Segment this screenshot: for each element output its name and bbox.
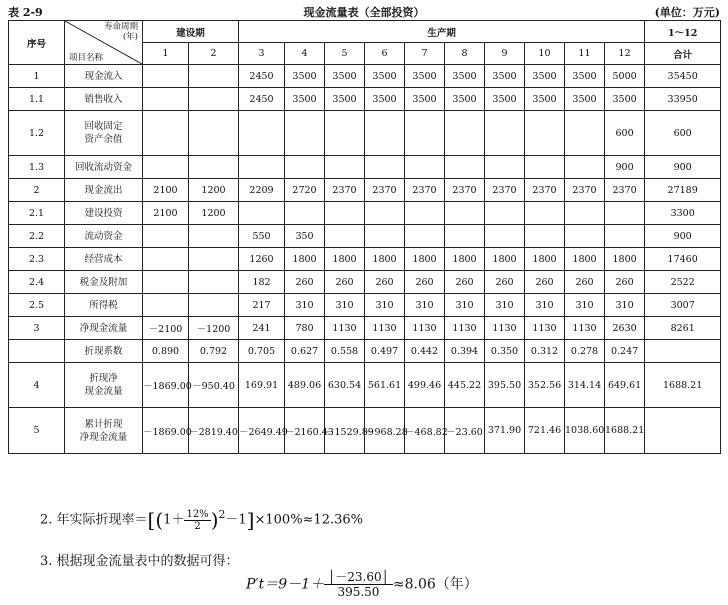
value-cell: 2450: [239, 65, 285, 88]
row-name-line1: 销售收入: [84, 93, 123, 105]
value-cell: 1130: [405, 317, 445, 340]
value-cell: 445.22: [445, 363, 485, 408]
table-row: [9, 340, 721, 363]
row-seq: 2: [9, 179, 65, 202]
value-cell: 217: [239, 294, 285, 317]
value-cell: 350: [285, 225, 325, 248]
value-cell: 0.247: [605, 340, 645, 363]
value-cell: [565, 111, 605, 156]
total-cell: 900: [645, 225, 721, 248]
value-cell: 600: [605, 111, 645, 156]
unit-label: (单位：万元): [654, 6, 720, 19]
value-cell: 1800: [565, 248, 605, 271]
value-cell: 1800: [365, 248, 405, 271]
value-cell: 3500: [285, 88, 325, 111]
value-cell: 2450: [239, 88, 285, 111]
row-seq: 2.5: [9, 294, 65, 317]
value-cell: －468.82: [405, 408, 445, 454]
value-cell: －968.28: [365, 408, 405, 454]
value-cell: 310: [485, 294, 525, 317]
value-cell: [405, 202, 445, 225]
value-cell: 649.61: [605, 363, 645, 408]
value-cell: 780: [285, 317, 325, 340]
value-cell: 260: [605, 271, 645, 294]
row-seq: 2.3: [9, 248, 65, 271]
diag-top-unit: (年): [122, 32, 138, 42]
value-cell: [485, 202, 525, 225]
row-name-line1: 现金流出: [84, 184, 123, 196]
value-cell: 900: [605, 156, 645, 179]
row-seq: 2.2: [9, 225, 65, 248]
formula3-fraction: [324, 570, 393, 599]
total-cell: 600: [645, 111, 721, 156]
row-seq: 1.3: [9, 156, 65, 179]
table-row: [9, 179, 721, 202]
year-header: 8: [445, 43, 485, 65]
value-cell: [405, 111, 445, 156]
value-cell: 1130: [525, 317, 565, 340]
value-cell: 260: [285, 271, 325, 294]
value-cell: 2370: [405, 179, 445, 202]
total-cell: 33950: [645, 88, 721, 111]
row-seq: 2.4: [9, 271, 65, 294]
value-cell: 314.14: [565, 363, 605, 408]
value-cell: 2370: [325, 179, 365, 202]
value-cell: 2100: [143, 179, 189, 202]
table-row: [9, 156, 721, 179]
value-cell: 1130: [565, 317, 605, 340]
diag-top-label: 寿命周期: [103, 22, 138, 32]
value-cell: [285, 202, 325, 225]
value-cell: 3500: [405, 88, 445, 111]
year-header: 12: [605, 43, 645, 65]
row-seq: 5: [9, 408, 65, 454]
value-cell: 310: [525, 294, 565, 317]
total-cell: 3007: [645, 294, 721, 317]
row-name: [65, 408, 143, 454]
value-cell: －1869.00: [143, 408, 189, 454]
value-cell: 2100: [143, 202, 189, 225]
value-cell: [445, 202, 485, 225]
value-cell: [143, 156, 189, 179]
value-cell: 1800: [325, 248, 365, 271]
value-cell: [565, 156, 605, 179]
value-cell: 2630: [605, 317, 645, 340]
seq-header: 序号: [9, 21, 65, 65]
value-cell: 3500: [605, 88, 645, 111]
value-cell: 2370: [445, 179, 485, 202]
year-header: 4: [285, 43, 325, 65]
value-cell: [325, 202, 365, 225]
total-cell: 1688.21: [645, 363, 721, 408]
value-cell: 0.705: [239, 340, 285, 363]
value-cell: [405, 156, 445, 179]
value-cell: 1260: [239, 248, 285, 271]
value-cell: [285, 111, 325, 156]
row-seq: 4: [9, 363, 65, 408]
row-name: [65, 179, 143, 202]
value-cell: 1800: [605, 248, 645, 271]
value-cell: [325, 156, 365, 179]
value-cell: 182: [239, 271, 285, 294]
row-name: [65, 111, 143, 156]
value-cell: 310: [565, 294, 605, 317]
row-name-line1: 回收固定: [84, 121, 123, 132]
value-cell: 3500: [325, 88, 365, 111]
value-cell: [239, 202, 285, 225]
value-cell: [239, 111, 285, 156]
value-cell: 630.54: [325, 363, 365, 408]
year-header: 6: [365, 43, 405, 65]
value-cell: 0.442: [405, 340, 445, 363]
value-cell: [485, 225, 525, 248]
value-cell: －2649.49: [239, 408, 285, 454]
row-name-line1: 回收流动资金: [74, 161, 132, 173]
value-cell: [365, 225, 405, 248]
value-cell: 352.56: [525, 363, 565, 408]
year-header: 9: [485, 43, 525, 65]
value-cell: 550: [239, 225, 285, 248]
total-cell: [645, 340, 721, 363]
table-row: [9, 363, 721, 408]
value-cell: 1800: [485, 248, 525, 271]
row-name: [65, 202, 143, 225]
formula3-num: │－23.60│: [324, 570, 393, 585]
formula1-lead: 2. 年实际折现率＝: [40, 512, 148, 528]
table-row: [9, 202, 721, 225]
row-name: [65, 317, 143, 340]
value-cell: [143, 294, 189, 317]
total-cell: 17460: [645, 248, 721, 271]
value-cell: 260: [365, 271, 405, 294]
total-cell: 900: [645, 156, 721, 179]
value-cell: 310: [605, 294, 645, 317]
year-header: 10: [525, 43, 565, 65]
row-name-line2: 净现金流量: [79, 431, 128, 443]
value-cell: 260: [525, 271, 565, 294]
row-name: [65, 294, 143, 317]
value-cell: [445, 111, 485, 156]
table-header: [8, 4, 720, 20]
value-cell: 310: [405, 294, 445, 317]
value-cell: 260: [325, 271, 365, 294]
value-cell: －950.40: [189, 363, 239, 408]
formula1-tail: －1: [225, 512, 247, 528]
year-header: 1: [143, 43, 189, 65]
value-cell: [143, 225, 189, 248]
value-cell: 3500: [485, 65, 525, 88]
formula-payback: [246, 570, 478, 599]
value-cell: 0.278: [565, 340, 605, 363]
value-cell: [143, 248, 189, 271]
row-name-line1: 所得税: [89, 299, 118, 311]
row-name: [65, 340, 143, 363]
formula3-lead: P′t＝9－1＋: [246, 576, 325, 593]
table-title: 现金流量表（全部投资）: [303, 6, 425, 19]
value-cell: 721.46: [525, 408, 565, 454]
value-cell: [365, 111, 405, 156]
value-cell: 1800: [285, 248, 325, 271]
total-range-header: 1～12: [645, 21, 721, 43]
row-seq: 1: [9, 65, 65, 88]
value-cell: －1200: [189, 317, 239, 340]
diagonal-header: [65, 21, 143, 65]
value-cell: 3500: [445, 65, 485, 88]
value-cell: 1800: [445, 248, 485, 271]
table-row: [9, 111, 721, 156]
value-cell: [189, 271, 239, 294]
value-cell: 3500: [365, 65, 405, 88]
row-name-line1: 流动资金: [84, 230, 123, 242]
total-cell: [645, 408, 721, 454]
formula-discount-rate: 2. 年实际折现率＝[(1＋ $\frac{12\%}{2}$ )$^2$－1]×100%≈12.36%: [40, 508, 364, 532]
value-cell: [325, 225, 365, 248]
year-header: 3: [239, 43, 285, 65]
formula1-one: 1＋: [163, 512, 185, 528]
value-cell: 310: [365, 294, 405, 317]
value-cell: －2100: [143, 317, 189, 340]
value-cell: [189, 156, 239, 179]
value-cell: 0.558: [325, 340, 365, 363]
formula3-den: 395.50: [337, 585, 380, 599]
value-cell: [485, 156, 525, 179]
row-name: [65, 156, 143, 179]
row-name: [65, 225, 143, 248]
total-cell: 35450: [645, 65, 721, 88]
value-cell: －2160.43: [285, 408, 325, 454]
value-cell: [525, 202, 565, 225]
value-cell: [405, 225, 445, 248]
value-cell: 2370: [605, 179, 645, 202]
value-cell: 3500: [485, 88, 525, 111]
year-header: 2: [189, 43, 239, 65]
value-cell: 1130: [325, 317, 365, 340]
cash-flow-table: [8, 20, 721, 454]
formula1-den: 2: [194, 520, 201, 532]
value-cell: 371.90: [485, 408, 525, 454]
year-header: 11: [565, 43, 605, 65]
value-cell: －2819.40: [189, 408, 239, 454]
value-cell: 2370: [485, 179, 525, 202]
value-cell: 5000: [605, 65, 645, 88]
value-cell: 260: [445, 271, 485, 294]
diag-bottom-label: 项目名称: [69, 53, 104, 63]
construction-period-header: 建设期: [143, 21, 239, 43]
value-cell: －23.60: [445, 408, 485, 454]
formula1-exp: 2: [218, 508, 226, 522]
value-cell: [565, 225, 605, 248]
value-cell: 395.50: [485, 363, 525, 408]
value-cell: 0.497: [365, 340, 405, 363]
value-cell: 260: [485, 271, 525, 294]
value-cell: 2370: [365, 179, 405, 202]
table-row: [9, 65, 721, 88]
value-cell: [143, 65, 189, 88]
table-row: [9, 88, 721, 111]
value-cell: 3500: [565, 65, 605, 88]
value-cell: [189, 248, 239, 271]
value-cell: 1130: [485, 317, 525, 340]
value-cell: [143, 111, 189, 156]
value-cell: 3500: [525, 65, 565, 88]
row-name-line1: 净现金流量: [79, 322, 128, 334]
value-cell: 3500: [525, 88, 565, 111]
value-cell: 0.890: [143, 340, 189, 363]
value-cell: 260: [565, 271, 605, 294]
row-seq: 2.1: [9, 202, 65, 225]
value-cell: 1800: [525, 248, 565, 271]
value-cell: 3500: [365, 88, 405, 111]
total-header: 合计: [645, 43, 721, 65]
row-seq: 1.1: [9, 88, 65, 111]
value-cell: [189, 65, 239, 88]
year-header: 5: [325, 43, 365, 65]
value-cell: [565, 202, 605, 225]
value-cell: 3500: [405, 65, 445, 88]
value-cell: －1869.00: [143, 363, 189, 408]
formula-intro: 3. 根据现金流量表中的数据可得：: [40, 554, 239, 569]
value-cell: 3500: [285, 65, 325, 88]
row-name-line1: 税金及附加: [79, 276, 128, 288]
value-cell: 260: [405, 271, 445, 294]
value-cell: [285, 156, 325, 179]
value-cell: 1038.60: [565, 408, 605, 454]
value-cell: [189, 111, 239, 156]
row-name-line1: 折现净: [89, 373, 118, 384]
value-cell: [143, 271, 189, 294]
production-period-header: 生产期: [239, 21, 645, 43]
row-name-line1: 折现系数: [84, 345, 123, 357]
row-name-line1: 累计折现: [84, 418, 123, 430]
row-name: [65, 363, 143, 408]
value-cell: [189, 294, 239, 317]
value-cell: 1688.21: [605, 408, 645, 454]
table-row: [9, 294, 721, 317]
value-cell: 2720: [285, 179, 325, 202]
formula1-num: 12%: [186, 508, 209, 520]
row-name-line2: 现金流量: [84, 386, 123, 397]
formula1-result: ×100%≈12.36%: [254, 512, 364, 528]
value-cell: 489.06: [285, 363, 325, 408]
total-cell: 27189: [645, 179, 721, 202]
value-cell: 2209: [239, 179, 285, 202]
value-cell: 0.350: [485, 340, 525, 363]
table-row: [9, 271, 721, 294]
value-cell: [143, 88, 189, 111]
value-cell: [445, 156, 485, 179]
value-cell: [605, 202, 645, 225]
value-cell: [525, 111, 565, 156]
value-cell: [445, 225, 485, 248]
formula1-fraction: [184, 509, 210, 532]
value-cell: 1200: [189, 202, 239, 225]
value-cell: 3500: [565, 88, 605, 111]
formula3-result: ≈8.06（年）: [392, 576, 478, 593]
value-cell: 1200: [189, 179, 239, 202]
value-cell: [365, 202, 405, 225]
value-cell: 561.61: [365, 363, 405, 408]
value-cell: 0.394: [445, 340, 485, 363]
table-number: 表 2-9: [8, 6, 43, 19]
row-name: [65, 65, 143, 88]
value-cell: －1529.89: [325, 408, 365, 454]
value-cell: 3500: [325, 65, 365, 88]
row-name-line1: 建设投资: [84, 207, 123, 219]
value-cell: 0.627: [285, 340, 325, 363]
value-cell: [605, 225, 645, 248]
value-cell: 1130: [445, 317, 485, 340]
value-cell: 1130: [365, 317, 405, 340]
table-row: [9, 225, 721, 248]
value-cell: 1800: [405, 248, 445, 271]
year-header: 7: [405, 43, 445, 65]
table-row: [9, 317, 721, 340]
value-cell: [189, 88, 239, 111]
row-name: [65, 271, 143, 294]
value-cell: [325, 111, 365, 156]
row-seq: 3: [9, 317, 65, 340]
value-cell: 310: [445, 294, 485, 317]
row-name: [65, 248, 143, 271]
value-cell: [485, 111, 525, 156]
value-cell: 3500: [445, 88, 485, 111]
value-cell: 499.46: [405, 363, 445, 408]
value-cell: 2370: [525, 179, 565, 202]
row-name: [65, 88, 143, 111]
value-cell: 0.312: [525, 340, 565, 363]
value-cell: [525, 225, 565, 248]
row-name-line1: 经营成本: [84, 253, 123, 265]
value-cell: 0.792: [189, 340, 239, 363]
value-cell: [239, 156, 285, 179]
value-cell: 241: [239, 317, 285, 340]
row-seq: [9, 340, 65, 363]
total-cell: 8261: [645, 317, 721, 340]
total-cell: 2522: [645, 271, 721, 294]
value-cell: [525, 156, 565, 179]
row-name-line1: 现金流入: [84, 70, 123, 82]
total-cell: 3300: [645, 202, 721, 225]
value-cell: 169.91: [239, 363, 285, 408]
value-cell: 310: [325, 294, 365, 317]
value-cell: 2370: [565, 179, 605, 202]
value-cell: [189, 225, 239, 248]
table-row: [9, 248, 721, 271]
value-cell: [365, 156, 405, 179]
table-row: [9, 408, 721, 454]
row-seq: 1.2: [9, 111, 65, 156]
row-name-line2: 资产余值: [84, 134, 123, 145]
value-cell: 310: [285, 294, 325, 317]
